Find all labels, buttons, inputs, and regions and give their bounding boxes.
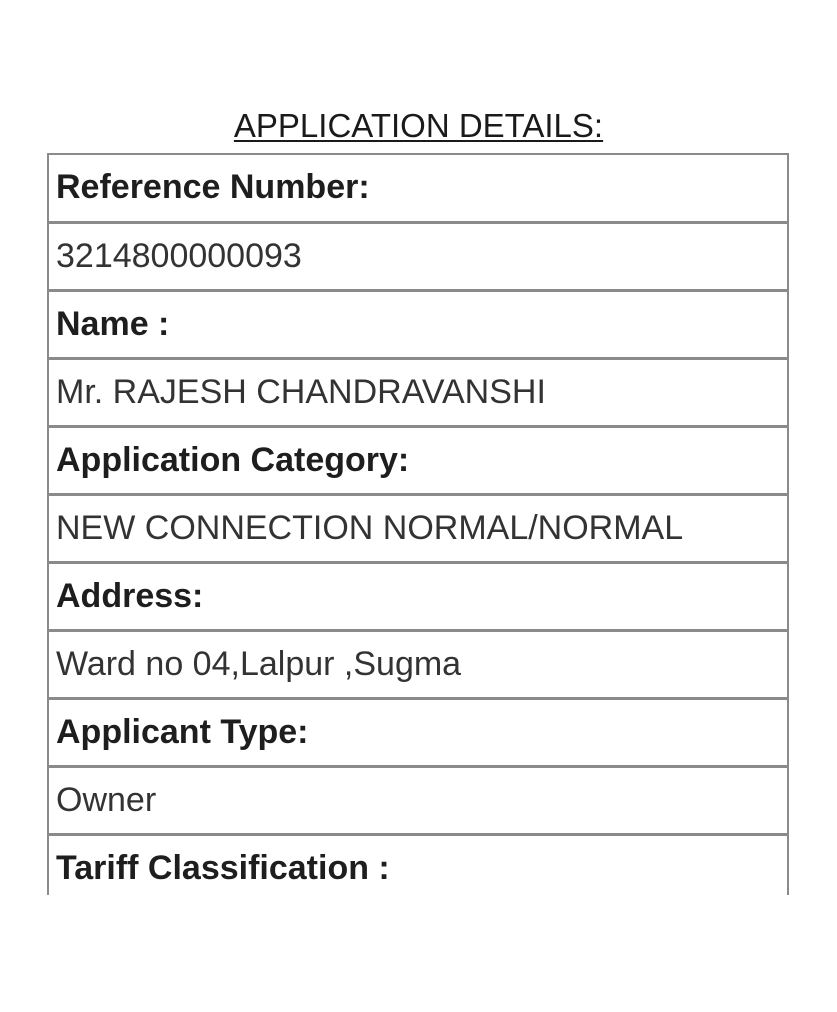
reference-number-label: Reference Number: [48, 154, 788, 222]
name-value: Mr. RAJESH CHANDRAVANSHI [48, 358, 788, 426]
address-value: Ward no 04,Lalpur ,Sugma [48, 630, 788, 698]
applicant-type-value-row [48, 766, 788, 834]
address-label-row [48, 562, 788, 630]
name-label-row [48, 290, 788, 358]
name-label: Name : [48, 290, 788, 358]
reference-number-label-row [48, 154, 788, 222]
address-label: Address: [48, 562, 788, 630]
applicant-type-value: Owner [48, 766, 788, 834]
tariff-classification-label: Tariff Classification : [48, 834, 788, 895]
applicant-type-label-row [48, 698, 788, 766]
application-category-label: Application Category: [48, 426, 788, 494]
applicant-type-label: Applicant Type: [48, 698, 788, 766]
tariff-classification-label-row [48, 834, 788, 895]
application-category-value: NEW CONNECTION NORMAL/NORMAL [48, 494, 788, 562]
details-scroll-area[interactable] [47, 153, 789, 895]
reference-number-value-row [48, 222, 788, 290]
name-value-row [48, 358, 788, 426]
address-value-row [48, 630, 788, 698]
page-title: APPLICATION DETAILS: [233, 107, 604, 144]
application-category-label-row [48, 426, 788, 494]
application-category-value-row [48, 494, 788, 562]
application-details-table [47, 153, 789, 895]
reference-number-value: 3214800000093 [48, 222, 788, 290]
